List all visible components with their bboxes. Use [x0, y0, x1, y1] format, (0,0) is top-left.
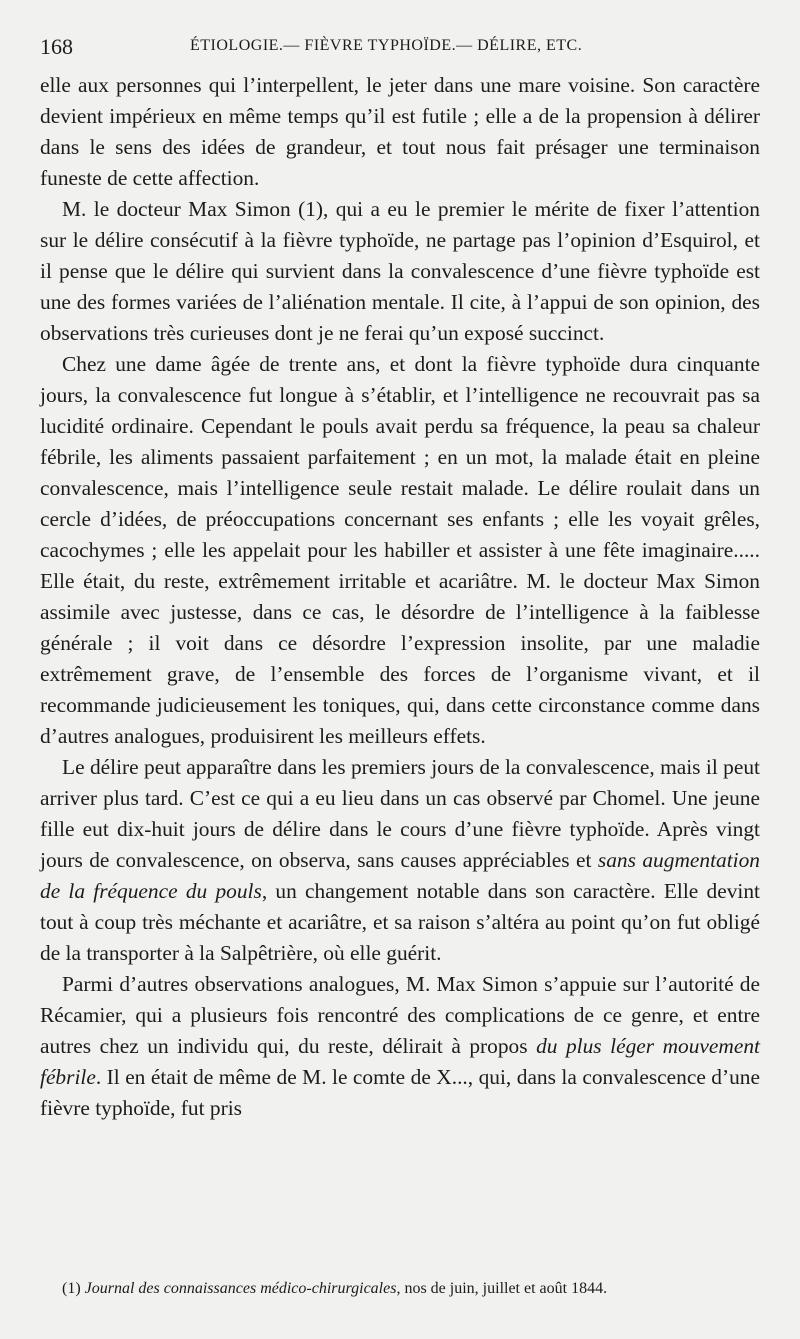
paragraph-1: elle aux personnes qui l’interpellent, le jeter dans une mare voisine. Son caractère devient impérieux en même temps qu’il est futile ; elle a de la propension à délirer dans le sens des idées de grandeur, et tout nous fait présager une terminaison funeste de cette affection.	[40, 73, 760, 190]
paragraph-5-italic: du plus léger mouvement fébrile	[40, 1034, 760, 1089]
page-number: 168	[40, 34, 73, 59]
footnote	[62, 1280, 760, 1298]
footnote-marker: (1)	[62, 1280, 85, 1297]
running-head-title: ÉTIOLOGIE.— FIÈVRE TYPHOÏDE.— DÉLIRE, ETC.	[190, 37, 583, 54]
paragraph-4-text-a: Le délire peut apparaître dans les premiers jours de la convalescence, mais il peut arriver plus tard. C’est ce qui a eu lieu dans un cas observé par Chomel. Une jeune fille eut dix-huit jours de délire dans le cours d’une fièvre typhoïde. Après vingt jours de convalescence, on observa, sans causes appréciables et	[40, 755, 760, 872]
footnote-text: , nos de juin, juillet et août 1844.	[396, 1280, 608, 1297]
paragraph-5-text-b: . Il en était de même de M. le comte de X..., qui, dans la convalescence d’une fièvre typhoïde, fut pris	[40, 1065, 760, 1120]
paragraph-4-italic: sans augmentation de la fréquence du pouls	[40, 848, 760, 903]
paragraph-5	[40, 969, 760, 1124]
paragraph-5-text-a: Parmi d’autres observations analogues, M. Max Simon s’appuie sur l’autorité de Récamier, qui a plusieurs fois rencontré des complications de ce genre, et entre autres chez un individu qui, du reste, délirait à propos	[40, 972, 760, 1058]
running-head	[40, 34, 760, 64]
paragraph-4	[40, 752, 760, 969]
paragraph-4-text-b: , un changement notable dans son caractère. Elle devint tout à coup très méchante et acariâtre, et sa raison s’altéra au point qu’on fut obligé de la transporter à la Salpêtrière, où elle guérit.	[40, 879, 760, 965]
footnote-journal: Journal des connaissances médico-chirurgicales	[84, 1280, 397, 1297]
paragraph-3: Chez une dame âgée de trente ans, et dont la fièvre typhoïde dura cinquante jours, la convalescence fut longue à s’établir, et l’intelligence ne recouvrait pas sa lucidité ordinaire. Cependant le pouls avait perdu sa fréquence, la peau sa chaleur fébrile, les aliments passaient parfaitement ; en un mot, la malade était en pleine convalescence, mais l’intelligence seule restait malade. Le délire roulait dans un cercle d’idées, de préoccupations concernant ses enfants ; elle les voyait grêles, cacochymes ; elle les appelait pour les habiller et assister à une fête imaginaire..... Elle était, du reste, extrêmement irritable et acariâtre. M. le docteur Max Simon assimile avec justesse, dans ce cas, le désordre de l’intelligence à la faiblesse générale ; il voit dans ce désordre l’expression insolite, par une maladie extrêmement grave, de l’ensemble des forces de l’organisme vivant, et il recommande judicieusement les toniques, qui, dans cette circonstance comme dans d’autres analogues, produisirent les meilleurs effets.	[40, 352, 760, 748]
body-text	[40, 70, 760, 1124]
paragraph-2: M. le docteur Max Simon (1), qui a eu le premier le mérite de fixer l’attention sur le délire consécutif à la fièvre typhoïde, ne partage pas l’opinion d’Esquirol, et il pense que le délire qui survient dans la convalescence d’une fièvre typhoïde est une des formes variées de l’aliénation mentale. Il cite, à l’appui de son opinion, des observations très curieuses dont je ne ferai qu’un exposé succinct.	[40, 197, 760, 345]
